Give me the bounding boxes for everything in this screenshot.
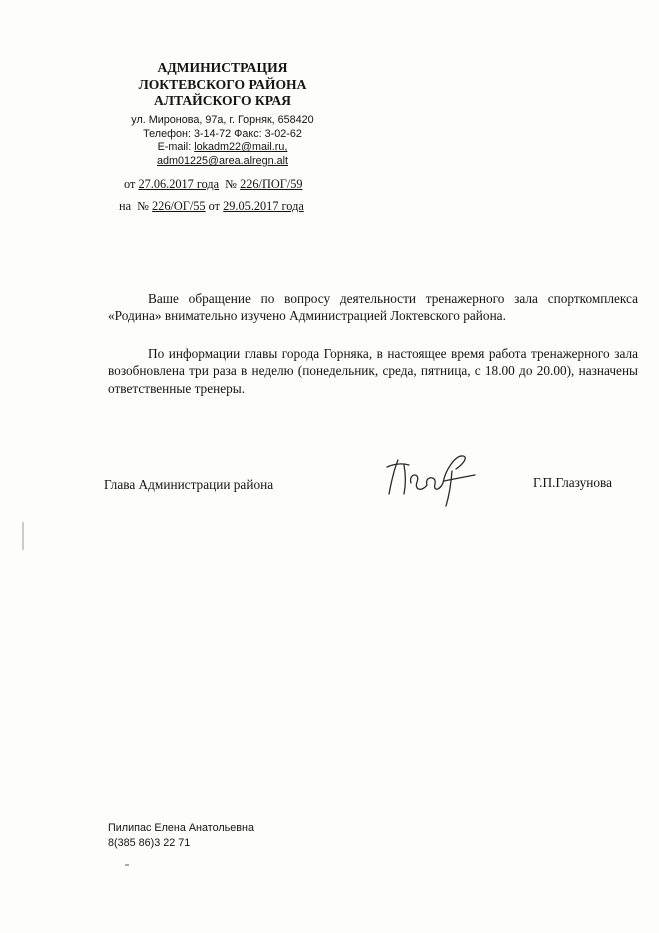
phone-fax: Телефон: 3-14-72 Факс: 3-02-62 — [143, 127, 302, 140]
executor-phone: 8(385 86)3 22 71 — [108, 837, 191, 849]
email-address-secondary: adm01225@area.alregn.alt — [156, 155, 288, 168]
outgoing-reference — [124, 177, 303, 192]
address: ул. Миронова, 97а, г. Горняк, 658420 — [131, 114, 314, 126]
body-paragraph-1: Ваше обращение по вопросу деятельности тренажерного зала спорткомплекса «Родина» внимательно изучено Администрацией Локтевского района. — [108, 291, 638, 324]
in-number-prefix: № — [137, 199, 149, 213]
in-date-prefix: от — [208, 199, 221, 213]
signatory-position: Глава Администрации района — [104, 477, 274, 492]
contact-block — [110, 114, 335, 169]
in-number: 226/ОГ/55 — [152, 199, 206, 213]
out-number-prefix: № — [225, 177, 237, 191]
organization-name — [110, 60, 335, 110]
out-number: 226/ПОГ/59 — [240, 177, 303, 191]
org-line: ЛОКТЕВСКОГО РАЙОНА — [138, 76, 307, 92]
email-address-primary: lokadm22@mail.ru, — [194, 141, 288, 154]
handwritten-signature-icon — [384, 450, 478, 508]
out-date: 27.06.2017 года — [138, 177, 220, 191]
org-line: АЛТАЙСКОГО КРАЯ — [154, 93, 291, 108]
scan-artifact — [22, 522, 24, 550]
scan-artifact — [125, 864, 129, 866]
org-line: АДМИНИСТРАЦИЯ — [157, 60, 288, 75]
incoming-reference — [119, 199, 304, 214]
in-prefix: на — [119, 199, 132, 213]
email-line — [110, 141, 335, 155]
signatory-name: Г.П.Глазунова — [533, 475, 613, 490]
in-date: 29.05.2017 года — [223, 199, 304, 213]
out-date-prefix: от — [124, 177, 136, 191]
email-label: E-mail: — [157, 141, 192, 154]
body-paragraph-2: По информации главы города Горняка, в настоящее время работа тренажерного зала возобновлена три раза в неделю (понедельник, среда, пятница, с 18.00 до 20.00), назначены ответственные тренеры. — [108, 346, 638, 396]
executor-name: Пилипас Елена Анатольевна — [108, 822, 255, 834]
